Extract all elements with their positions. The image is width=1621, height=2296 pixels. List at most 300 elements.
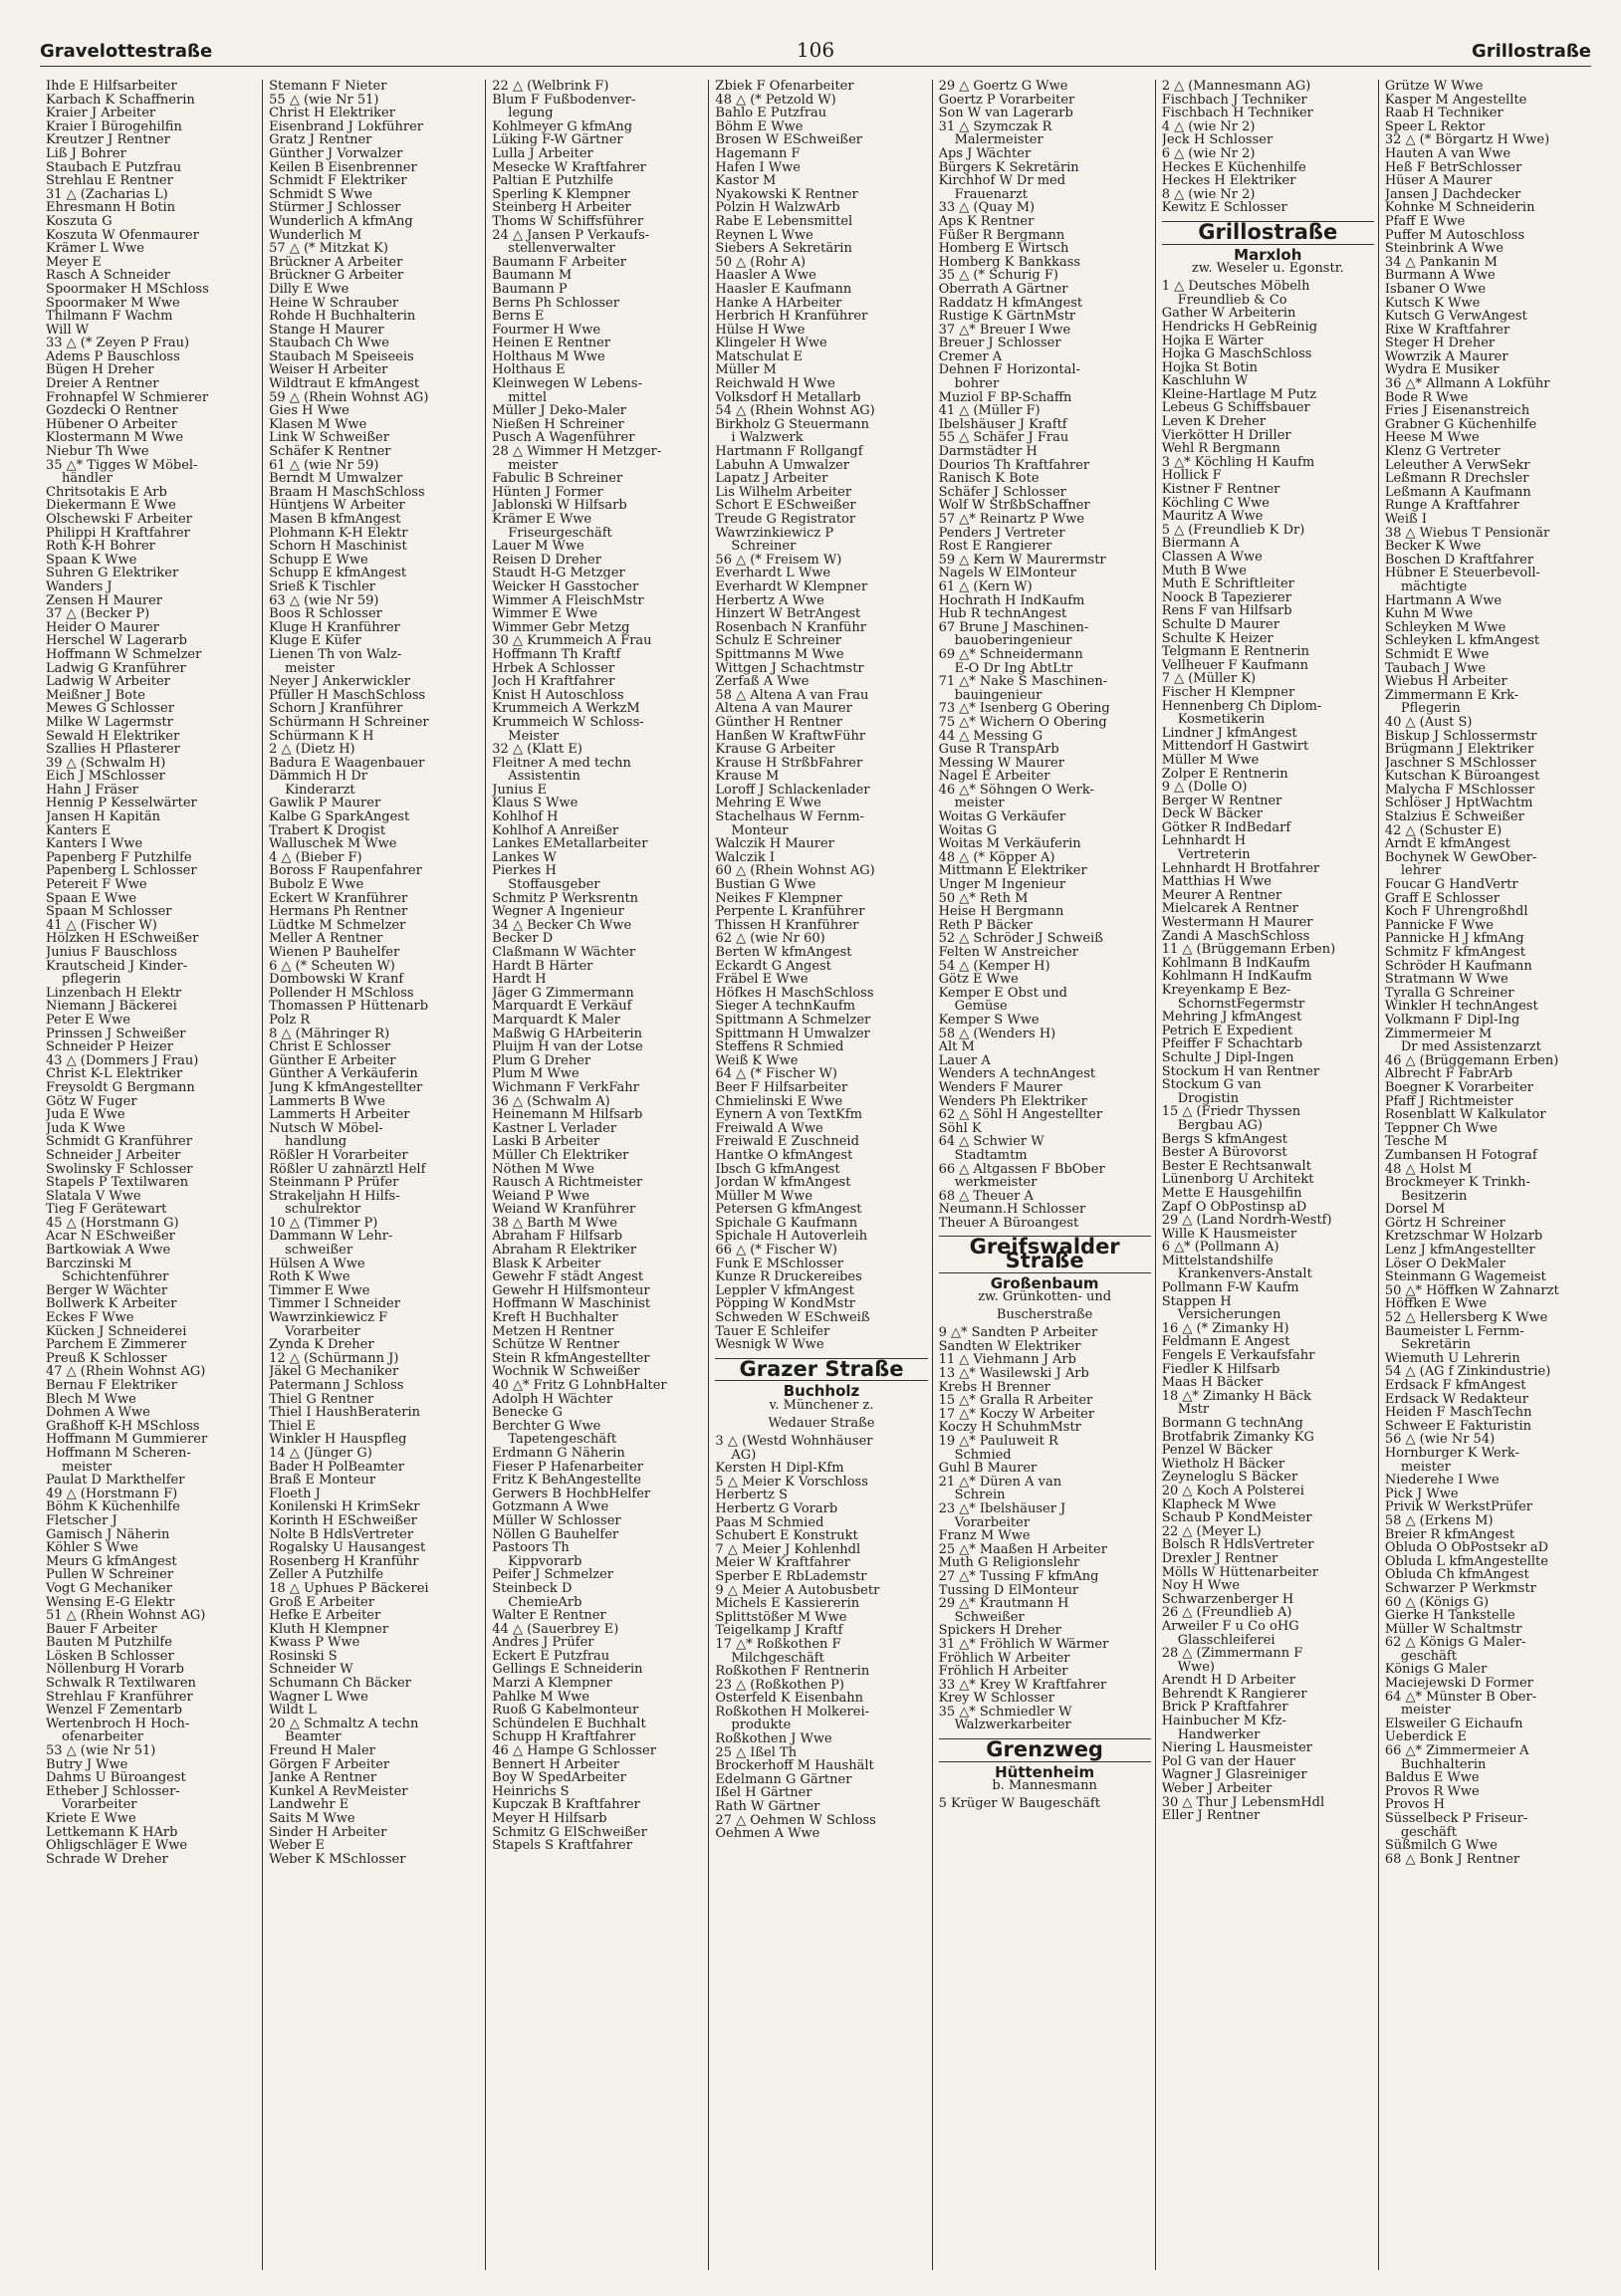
directory-entry: Holthaus M Wwe [492,349,605,364]
directory-entry: Benecke G [492,1406,563,1420]
directory-entry: Wenders Ph Elektriker [938,1094,1087,1109]
directory-entry: Wienen P Bauhelfer [269,946,400,960]
directory-entry: 66 △ (* Fischer W) [715,1244,837,1258]
entry-continuation: mittel [508,390,548,405]
entry-continuation: Kinderarzt [285,783,355,798]
directory-entry: Ruoß G Kabelmonteur [492,1704,639,1718]
directory-entry: Noock B Tapezierer [1161,590,1291,605]
directory-entry: Obluda L kfmAngestellte [1384,1554,1548,1569]
directory-entry: Schupp E Wwe [269,553,368,568]
directory-entry: Timmer E Wwe [269,1283,370,1298]
entry-continuation: werkmeister [954,1176,1038,1190]
directory-entry: 36 △* Allmann A Lokführ [1384,377,1550,391]
directory-entry: Schwalk R Textilwaren [46,1677,196,1691]
directory-entry: Raab H Techniker [1384,107,1504,120]
directory-entry: 20 △ Schmaltz A techn [269,1717,419,1731]
directory-entry: Marquardt K Maler [492,1013,620,1028]
directory-entry: Hrbek A Schlosser [492,661,615,676]
directory-entry: Hanßen W KraftwFühr [715,729,866,744]
directory-entry: Sinder H Arbeiter [269,1825,387,1840]
directory-entry: Keilen B Eisenbrenner [269,160,417,175]
directory-entry: 32 △ (* Börgartz H Wwe) [1384,133,1550,147]
directory-entry: Peter E Wwe [46,1013,130,1028]
directory-entry: Pastoors Th [492,1541,570,1555]
directory-entry: Mewes G Schlosser [46,702,174,716]
directory-entry: Zbiek F Ofenarbeiter [715,80,854,94]
entry-continuation: schweißer [285,1244,353,1258]
directory-entry: Mittendorf H Gastwirt [1161,740,1309,754]
directory-entry: Provos H [1384,1798,1445,1812]
directory-entry: Rabe E Lebensmittel [715,214,853,229]
directory-entry: Müller M Wwe [1161,753,1260,768]
directory-entry: Edelmann G Gärtner [715,1772,852,1787]
directory-entry: Gawlik P Maurer [269,797,381,811]
directory-entry: Hantke O kfmAngest [715,1148,853,1163]
directory-entry: 31 △ (Zacharias L) [46,187,168,202]
directory-entry: Bernau F Elektriker [46,1379,177,1393]
directory-entry: Will W [46,323,90,338]
directory-entry: Hojka St Botin [1161,360,1259,375]
directory-entry: Gierke H Tankstelle [1384,1609,1515,1623]
directory-entry: Schulz E Schreiner [715,634,842,648]
directory-entry: Stappen H [1161,1294,1232,1309]
directory-entry: Christ E Schlosser [269,1040,391,1054]
directory-entry: Brick P Kraftfahrer [1161,1701,1288,1716]
directory-entry: Rosinski S [269,1649,338,1664]
directory-entry: Köhler S Wwe [46,1541,138,1555]
directory-entry: Wenzel F Zementarb [46,1704,182,1718]
directory-column [1155,80,1378,2270]
directory-entry: 28 △ Wimmer H Metzger- [492,445,662,459]
directory-entry: Kohlmann B IndKaufm [1161,956,1310,971]
directory-entry: 67 Brune J Maschinen- [938,620,1089,635]
directory-entry: Franz M Wwe [938,1529,1031,1543]
directory-entry: Schulte K Heizer [1161,631,1274,646]
directory-entry: Wawrzinkiewicz P [715,526,834,541]
entry-continuation: geschäft [1400,1649,1457,1664]
directory-entry: Kirchhof W Dr med [938,174,1066,188]
directory-entry: Wenders A technAngest [938,1067,1096,1081]
directory-entry: Ladwig G Kranführer [46,661,186,676]
directory-entry: Labuhn A Umwalzer [715,458,849,473]
directory-entry: Frohnapfel W Schmierer [46,390,209,405]
directory-entry: Joch H Kraftfahrer [492,675,615,689]
directory-entry: Fräbel E Wwe [715,973,809,987]
directory-entry: 19 △* Pauluweit R [938,1435,1058,1449]
directory-entry: 68 △ Theuer A [938,1189,1034,1204]
directory-entry: Meißner J Bote [46,688,145,703]
directory-entry: Leßmann R Drechsler [1384,472,1529,486]
directory-entry: Dahms U Büroangest [46,1771,186,1785]
directory-entry: Malycha F MSchlosser [1384,783,1535,798]
directory-entry: Mette E Hausgehilfin [1161,1186,1302,1201]
directory-entry: Philippi H Kraftfahrer [46,526,190,541]
directory-entry: Krautscheid J Kinder- [46,959,188,974]
entry-continuation: Meister [508,729,560,744]
directory-entry: Rogalsky U Hausangest [269,1541,426,1555]
directory-entry: Weicker H Gasstocher [492,579,639,594]
directory-entry: Weber K MSchlosser [269,1852,406,1867]
directory-entry: Walter E Rentner [492,1609,606,1623]
entry-continuation: Beamter [285,1730,342,1745]
directory-column [708,80,931,2270]
directory-entry: 38 △ Wiebus T Pensionär [1384,526,1550,541]
directory-entry: Krummeich A WerkzM [492,702,640,716]
directory-entry: 44 △ (Sauerbrey E) [492,1622,619,1637]
directory-entry: Klingeler H Wwe [715,337,827,350]
entry-continuation: Bergbau AG) [1177,1118,1263,1133]
directory-entry: Pusch A Wagenführer [492,431,635,446]
directory-entry: Treude G Registrator [715,513,856,527]
directory-entry: 73 △* Isenberg G Obering [938,702,1110,716]
directory-entry: Ladwig W Arbeiter [46,675,170,689]
directory-entry: Pannicke H J kfmAng [1384,932,1524,946]
street-range: b. Mannesmann [992,1778,1097,1794]
directory-entry: 23 △* Ibelshäuser J [938,1501,1066,1516]
directory-entry: Wanders J [46,579,113,594]
directory-entry: Peifer J Schmelzer [492,1568,613,1582]
directory-entry: Leßmann A Kaufmann [1384,485,1531,500]
directory-entry: 48 △ (* Petzold W) [715,93,836,108]
directory-entry: 10 △ (Timmer P) [269,1216,378,1231]
directory-entry: Noy H Wwe [1161,1579,1241,1593]
directory-entry: Muth E Schriftleiter [1161,577,1294,591]
directory-entry: Schneider W [269,1663,353,1678]
directory-entry: Marzi A Klempner [492,1677,612,1691]
directory-entry: 58 △ (Erkens M) [1384,1513,1494,1528]
directory-entry: Spoormaker M Wwe [46,296,180,311]
directory-entry: Adolph H Wächter [492,1392,613,1407]
directory-entry: Kraier I Bürogehilfin [46,119,182,134]
directory-entry: Fiedler K Hilfsarb [1161,1362,1280,1377]
directory-entry: Brückner G Arbeiter [269,269,404,283]
running-head-left: Gravelottestraße [40,41,213,62]
directory-entry: Lulla J Arbeiter [492,146,593,161]
directory-entry: 48 △ Holst M [1384,1162,1473,1177]
directory-entry: Patermann J Schloss [269,1379,404,1393]
directory-entry: Eckes F Wwe [46,1311,134,1325]
directory-entry: Acar N ESchweißer [46,1230,175,1245]
directory-entry: Vellheuer F Kaufmann [1161,658,1309,673]
entry-continuation: Besitzerin [1400,1189,1468,1204]
directory-entry: Fengels E Verkaufsfahr [1161,1349,1315,1363]
directory-entry: Kewitz E Schlosser [1161,201,1287,215]
directory-entry: Staudt H-G Metzger [492,567,625,580]
directory-entry: 16 △ (* Zimanky H) [1161,1321,1289,1336]
directory-entry: Arweiler F u Co oHG [1161,1619,1299,1634]
directory-entry: Prinssen J Schweißer [46,1027,186,1041]
entry-continuation: meister [954,797,1005,811]
directory-entry: Wiebus H Arbeiter [1384,675,1507,689]
directory-entry: Pluijm H van der Lotse [492,1040,643,1054]
entry-continuation: bohrer [954,377,1000,391]
directory-entry: Aps K Rentner [938,214,1035,229]
directory-entry: Weiser H Arbeiter [269,363,388,378]
directory-entry: Kistner F Rentner [1161,483,1280,497]
directory-entry: Kluth H Klempner [269,1622,389,1637]
directory-entry: Pollmann F-W Kaufm [1161,1281,1299,1295]
directory-entry: Berten W kfmAngest [715,946,852,960]
directory-entry: Schubert E Konstrukt [715,1529,858,1543]
street-heading: Greifswalder Straße [939,1236,1151,1272]
directory-entry: 9 △* Sandten P Arbeiter [938,1326,1098,1340]
directory-entry: Hoffmann W Schmelzer [46,647,202,662]
directory-entry: Mittmann E Elektriker [938,864,1087,879]
directory-entry: Gellings E Schneiderin [492,1663,643,1678]
directory-entry: Rens F van Hilfsarb [1161,604,1292,618]
directory-entry: Kersten H Dipl-Kfm [715,1462,844,1476]
directory-entry: Diekermann E Wwe [46,499,176,513]
directory-entry: Jeck H Schlosser [1161,133,1274,147]
directory-entry: 58 △ Altena A van Frau [715,688,869,703]
entry-continuation: Drogistin [1177,1091,1240,1106]
directory-entry: Neumann.H Schlosser [938,1203,1086,1217]
directory-entry: Graff E Schlosser [1384,891,1500,906]
entry-continuation: Pflegerin [1400,702,1461,716]
directory-entry: Rixe W Kraftfahrer [1384,323,1510,338]
directory-entry: Bauten M Putzhilfe [46,1636,172,1650]
directory-entry: Sperber E RbLademstr [715,1569,867,1584]
directory-entry: Schort E ESchweißer [715,499,856,513]
directory-entry: Steinberg H Arbeiter [492,201,631,215]
directory-entry: Boy W SpedArbeiter [492,1771,626,1785]
directory-entry: Jung K kfmAngestellter [269,1080,423,1095]
street-heading: Grillostraße [1162,221,1374,245]
directory-entry: Zeller A Putzhilfe [269,1568,384,1582]
directory-entry: Schäfer K Rentner [269,445,391,459]
directory-entry: Müller J Deko-Maler [492,404,627,418]
directory-entry: Rohde H Buchhalterin [269,310,416,324]
directory-entry: Butry J Wwe [46,1757,128,1772]
directory-entry: Elsweiler G Eichaufn [1384,1717,1523,1731]
entry-continuation: Schmied [954,1448,1012,1463]
directory-entry: Lankes W [492,850,557,865]
directory-entry: Kastor M [715,174,777,188]
directory-entry: Zerfaß A Wwe [715,675,810,689]
directory-entry: Christ K-L Elektriker [46,1067,183,1081]
directory-entry: Dorsel M [1384,1203,1446,1217]
entry-continuation: Stadtamtm [954,1148,1028,1163]
directory-entry: 5 △ Meier K Vorschloss [715,1475,868,1490]
directory-entry: Bahlo E Putzfrau [715,107,827,120]
directory-entry: Hornburger K Werk- [1384,1446,1519,1461]
directory-entry: Grütze W Wwe [1384,80,1484,94]
directory-entry: Schrade W Dreher [46,1852,168,1867]
directory-entry: Lammerts H Arbeiter [269,1108,410,1122]
directory-entry: Höffken E Wwe [1384,1297,1488,1312]
directory-entry: Rosenberg H Kranführ [269,1554,419,1569]
directory-entry: Junius F Bauschloss [46,946,177,960]
directory-entry: Kraier J Arbeiter [46,107,156,120]
directory-entry: Dohmen A Wwe [46,1406,150,1420]
directory-entry: Meller A Rentner [269,932,383,946]
directory-entry: Kohnke M Schneiderin [1384,201,1535,215]
directory-entry: Siebers A Sekretärin [715,242,852,256]
directory-entry: Baumann F Arbeiter [492,255,626,270]
directory-entry: Muziol F BP-Schaffn [938,390,1072,405]
directory-entry: Speer L Rektor [1384,119,1486,134]
directory-entry: Zumbansen H Fotograf [1384,1148,1537,1163]
directory-entry: 32 △ (Klatt E) [492,743,582,757]
directory-entry: Hartmann F Rollgangf [715,445,863,459]
directory-entry: 62 △ Königs G Maler- [1384,1636,1526,1650]
directory-entry: Köchling C Wwe [1161,496,1270,511]
directory-entry: Schulte J Dipl-Ingen [1161,1050,1294,1065]
directory-entry: Plum G Dreher [492,1053,591,1068]
directory-entry: 46 △* Söhngen O Werk- [938,783,1094,798]
directory-entry: Bester A Bürovorst [1161,1146,1287,1160]
directory-entry: 2 △ (Dietz H) [269,743,355,757]
directory-entry: Splittstößer M Wwe [715,1610,847,1625]
directory-entry: Jäkel G Mechaniker [269,1365,399,1379]
directory-entry: Königs G Maler [1384,1663,1488,1678]
directory-entry: Becker D [492,932,554,946]
directory-entry: Eckert W Kranführer [269,891,408,906]
directory-entry: 52 △ Schröder J Schweiß [938,932,1103,946]
directory-entry: Heese M Wwe [1384,431,1480,446]
directory-entry: Weber E [269,1839,325,1853]
directory-entry: Plum M Wwe [492,1067,579,1081]
directory-entry: Matthias H Wwe [1161,875,1272,889]
directory-entry: Lammerts B Wwe [269,1094,385,1109]
directory-entry: Stockum H van Rentner [1161,1064,1320,1079]
directory-entry: Aps J Wächter [938,146,1032,161]
directory-entry: 56 △ (* Freisem W) [715,553,842,568]
directory-entry: Wehl R Bergmann [1161,442,1280,456]
entry-continuation: schulrektor [285,1203,361,1217]
directory-entry: 37 △* Breuer I Wwe [938,323,1071,338]
directory-entry: Brügmann J Elektriker [1384,743,1534,757]
directory-entry: Hoffmann M Gummierer [46,1433,208,1447]
directory-entry: 37 △ (Becker P) [46,607,150,621]
directory-entry: Pullen W Schreiner [46,1568,174,1582]
directory-entry: Kunze R Druckereibes [715,1270,862,1284]
directory-entry: Pfeiffer F Schachtarb [1161,1037,1303,1051]
directory-entry: Schröder H Kaufmann [1384,959,1532,974]
directory-entry: Thomassen P Hüttenarb [269,1000,429,1014]
directory-entry: Birkholz G Steuermann [715,417,870,432]
directory-entry: Becker K Wwe [1384,540,1482,554]
directory-entry: Schneider P Heizer [46,1040,173,1054]
directory-entry: Pol G van der Hauer [1161,1754,1295,1769]
directory-entry: Matschulat E [715,349,804,364]
directory-entry: Zynda K Dreher [269,1338,374,1352]
directory-entry: Polz R [269,1013,311,1028]
directory-entry: Kücken J Schneiderei [46,1324,187,1339]
directory-entry: Strehlau E Rentner [46,174,173,188]
directory-entry: 7 △ (Müller K) [1161,672,1257,686]
directory-entry: Fries J Eisenanstreich [1384,404,1530,418]
entry-continuation: händler [62,472,113,486]
directory-entry: Christ H Elektriker [269,107,395,120]
directory-entry: Schürmann H Schreiner [269,715,429,730]
directory-entry: Winkler H technAngest [1384,1000,1538,1014]
directory-entry: Linzenbach H Elektr [46,986,182,1001]
directory-entry: Thilmann F Wachm [46,310,173,324]
directory-entry: Wittgen J Schachtmstr [715,661,864,676]
directory-entry: Taubach J Wwe [1384,661,1487,676]
entry-continuation: Schrein [954,1489,1006,1502]
directory-entry: Müller W Schlosser [492,1513,621,1528]
directory-entry: Wimmer Gebr Metzg [492,620,630,635]
directory-entry: Kohlmann H IndKaufm [1161,970,1312,984]
directory-entry: Hermans Ph Rentner [269,905,408,919]
directory-entry: Kohlhof H [492,810,559,824]
directory-entry: Meurer A Rentner [1161,888,1282,903]
entry-continuation: Walzwerkarbeiter [954,1719,1071,1733]
directory-entry: Lenz J kfmAngestellter [1384,1244,1535,1258]
directory-entry: Hölzken H ESchweißer [46,932,199,946]
directory-entry: Kanters E [46,823,112,838]
directory-entry: Pfüller H MaschSchloss [269,688,426,703]
directory-entry: Messing W Maurer [938,756,1064,771]
directory-entry: Masen B kfmAngest [269,513,401,527]
directory-entry: Braß E Monteur [269,1474,376,1488]
directory-entry: Wietholz H Bäcker [1161,1457,1285,1472]
page-number: 106 [796,38,835,62]
entry-continuation: Krankenvers-Anstalt [1177,1267,1312,1282]
street-range: Buscherstraße [996,1307,1093,1323]
running-head-right: Grillostraße [1471,41,1591,62]
directory-entry: Nutsch W Möbel- [269,1121,383,1136]
entry-continuation: Milchgeschäft [731,1651,824,1666]
directory-entry: Lüdtke M Schmelzer [269,918,406,933]
entry-continuation: Vertreterin [1177,848,1251,862]
directory-entry: Hendricks H GebReinig [1161,320,1318,335]
directory-entry: Baumeister L Fernm- [1384,1324,1524,1339]
directory-entry: 41 △ (Fischer W) [46,918,157,933]
directory-entry: 52 △ Hellersberg K Wwe [1384,1311,1548,1325]
directory-entry: 34 △ Pankanin M [1384,255,1498,270]
directory-entry: Koch F Uhrengroßhdl [1384,905,1528,919]
directory-entry: Sieger A technKaufm [715,1000,855,1014]
directory-entry: Rost E Rangierer [938,540,1052,554]
directory-entry: Eckardt G Angest [715,959,831,974]
directory-entry: Eller J Rentner [1161,1809,1261,1823]
directory-entry: Niederehe I Wwe [1384,1474,1500,1488]
directory-entry: Nöllen G Bauhelfer [492,1527,619,1542]
directory-entry: Metzen H Rentner [492,1324,614,1339]
directory-entry: Walczik H Maurer [715,837,834,851]
directory-entry: Fischer H Klempner [1161,685,1295,700]
directory-entry: Stapels S Kraftfahrer [492,1839,632,1853]
directory-entry: Link W Schweißer [269,431,389,446]
directory-entry: Schmitz P Werksrentn [492,891,639,906]
directory-entry: Hardt B Härter [492,959,593,974]
directory-entry: Paltian E Putzhilfe [492,174,613,188]
directory-entry: Loroff J Schlackenlader [715,783,870,798]
directory-entry: Telgmann E Rentnerin [1161,645,1310,659]
entry-continuation: Schreiner [731,540,797,554]
directory-entry: Spichale G Kaufmann [715,1216,858,1231]
directory-entry: Freysoldt G Bergmann [46,1080,195,1095]
directory-entry: 44 △ Messing G [938,729,1043,744]
directory-entry: 75 △* Wichern O Obering [938,715,1107,730]
directory-entry: Thiel E [269,1419,316,1434]
directory-entry: Heinrichs S [492,1784,570,1799]
directory-entry: Oehmen A Wwe [715,1827,820,1841]
directory-entry: 40 △ (Aust S) [1384,715,1473,730]
directory-entry: Kleinwegen W Lebens- [492,377,642,391]
directory-entry: Bartkowiak A Wwe [46,1244,171,1258]
directory-entry: 41 △ (Müller F) [938,404,1041,418]
directory-entry: Homberg E Wirtsch [938,242,1069,256]
directory-entry: Korinth H ESchweißer [269,1513,417,1528]
directory-entry: Herbertz S [715,1489,789,1502]
directory-entry: Nöllenburg H Vorarb [46,1663,184,1678]
directory-entry: Maßwig G HArbeiterin [492,1027,643,1041]
directory-entry: Stratmann W Wwe [1384,973,1508,987]
